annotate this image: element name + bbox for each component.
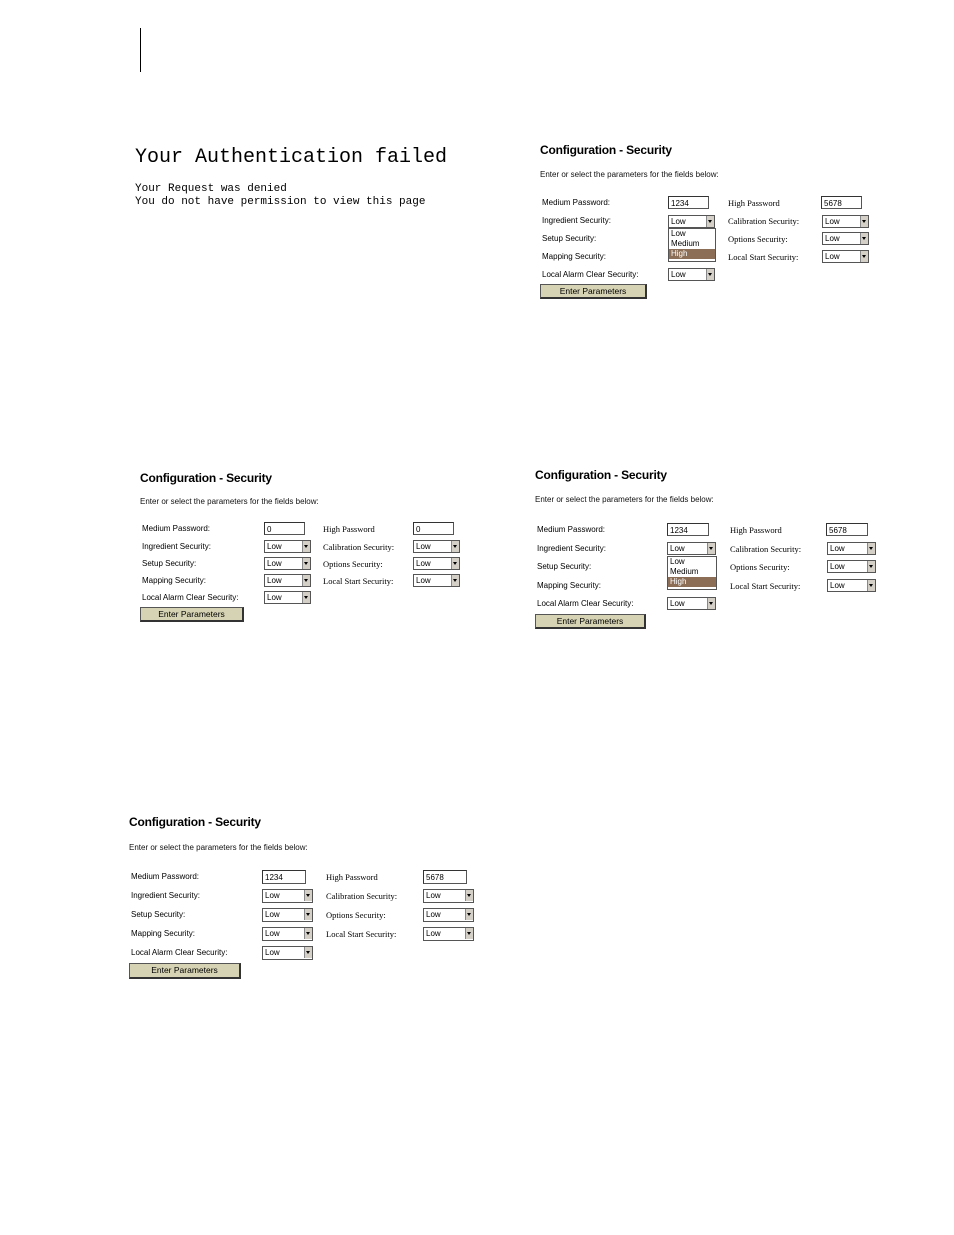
calibration-security-label: Calibration Security: <box>730 544 802 554</box>
dropdown-option-highlighted[interactable]: High <box>668 577 716 587</box>
calibration-security-select[interactable]: Low <box>423 889 474 903</box>
mapping-security-select[interactable]: Low <box>264 574 311 587</box>
medium-password-label: Medium Password: <box>537 525 606 534</box>
chevron-down-icon[interactable] <box>302 575 310 586</box>
local-alarm-clear-security-select[interactable]: Low <box>262 946 313 960</box>
chevron-down-icon[interactable] <box>451 558 459 569</box>
panel-instructions: Enter or select the parameters for the fields below: <box>535 495 714 504</box>
chevron-down-icon[interactable] <box>302 592 310 603</box>
calibration-security-select[interactable]: Low <box>413 540 460 553</box>
calibration-security-label: Calibration Security: <box>326 891 398 901</box>
local-start-security-select[interactable]: Low <box>827 579 876 592</box>
local-start-security-label: Local Start Security: <box>323 576 394 586</box>
chevron-down-icon[interactable] <box>707 543 715 554</box>
medium-password-field[interactable]: 1234 <box>667 523 709 536</box>
options-security-select[interactable]: Low <box>423 908 474 922</box>
local-alarm-clear-security-label: Local Alarm Clear Security: <box>142 593 239 602</box>
ingredient-security-dropdown-list[interactable] <box>667 556 717 590</box>
high-password-label: High Password <box>323 524 375 534</box>
enter-parameters-button[interactable]: Enter Parameters <box>535 614 646 629</box>
panel-title: Configuration - Security <box>535 468 667 482</box>
options-security-label: Options Security: <box>728 234 788 244</box>
calibration-security-label: Calibration Security: <box>323 542 395 552</box>
chevron-down-icon[interactable] <box>304 890 312 901</box>
chevron-down-icon[interactable] <box>304 928 312 939</box>
chevron-down-icon[interactable] <box>451 541 459 552</box>
medium-password-label: Medium Password: <box>142 524 211 533</box>
local-alarm-clear-security-select[interactable]: Low <box>264 591 311 604</box>
chevron-down-icon[interactable] <box>465 928 473 939</box>
setup-security-label: Setup Security: <box>542 234 597 243</box>
ingredient-security-select[interactable]: Low <box>668 215 715 228</box>
options-security-label: Options Security: <box>323 559 383 569</box>
calibration-security-select[interactable]: Low <box>822 215 869 228</box>
enter-parameters-button[interactable]: Enter Parameters <box>129 963 241 979</box>
auth-permission-line: You do not have permission to view this page <box>135 196 426 208</box>
chevron-down-icon[interactable] <box>867 580 875 591</box>
page-margin-line <box>140 28 141 72</box>
ingredient-security-select[interactable]: Low <box>667 542 716 555</box>
mapping-security-select[interactable]: Low <box>262 927 313 941</box>
calibration-security-select[interactable]: Low <box>827 542 876 555</box>
mapping-security-label: Mapping Security: <box>537 581 602 590</box>
options-security-label: Options Security: <box>326 910 386 920</box>
ingredient-security-select[interactable]: Low <box>262 889 313 903</box>
chevron-down-icon[interactable] <box>304 909 312 920</box>
ingredient-security-select[interactable]: Low <box>264 540 311 553</box>
ingredient-security-dropdown-list[interactable] <box>668 228 716 262</box>
calibration-security-label: Calibration Security: <box>728 216 800 226</box>
medium-password-label: Medium Password: <box>131 872 200 881</box>
enter-parameters-button[interactable]: Enter Parameters <box>540 284 647 299</box>
options-security-select[interactable]: Low <box>413 557 460 570</box>
panel-instructions: Enter or select the parameters for the fields below: <box>540 170 719 179</box>
ingredient-security-label: Ingredient Security: <box>542 216 611 225</box>
high-password-label: High Password <box>730 525 782 535</box>
auth-failed-title: Your Authentication failed <box>135 146 448 169</box>
local-start-security-label: Local Start Security: <box>728 252 799 262</box>
chevron-down-icon[interactable] <box>304 947 312 958</box>
local-alarm-clear-security-label: Local Alarm Clear Security: <box>542 270 639 279</box>
chevron-down-icon[interactable] <box>706 269 714 280</box>
panel-title: Configuration - Security <box>129 815 261 829</box>
high-password-field[interactable]: 5678 <box>423 870 467 884</box>
setup-security-label: Setup Security: <box>537 562 592 571</box>
chevron-down-icon[interactable] <box>451 575 459 586</box>
chevron-down-icon[interactable] <box>465 909 473 920</box>
medium-password-label: Medium Password: <box>542 198 611 207</box>
chevron-down-icon[interactable] <box>465 890 473 901</box>
high-password-field[interactable]: 0 <box>413 522 454 535</box>
chevron-down-icon[interactable] <box>867 561 875 572</box>
chevron-down-icon[interactable] <box>860 216 868 227</box>
local-alarm-clear-security-label: Local Alarm Clear Security: <box>537 599 634 608</box>
chevron-down-icon[interactable] <box>706 216 714 227</box>
setup-security-select[interactable]: Low <box>264 557 311 570</box>
dropdown-option[interactable]: Medium <box>671 239 700 248</box>
local-start-security-select[interactable]: Low <box>822 250 869 263</box>
panel-title: Configuration - Security <box>540 143 672 157</box>
local-alarm-clear-security-select[interactable]: Low <box>667 597 716 610</box>
medium-password-field[interactable]: 1234 <box>668 196 709 209</box>
enter-parameters-button[interactable]: Enter Parameters <box>140 607 244 622</box>
chevron-down-icon[interactable] <box>707 598 715 609</box>
local-alarm-clear-security-select[interactable]: Low <box>668 268 715 281</box>
panel-instructions: Enter or select the parameters for the fields below: <box>140 497 319 506</box>
ingredient-security-label: Ingredient Security: <box>537 544 606 553</box>
setup-security-label: Setup Security: <box>142 559 197 568</box>
chevron-down-icon[interactable] <box>302 558 310 569</box>
setup-security-label: Setup Security: <box>131 910 186 919</box>
ingredient-security-label: Ingredient Security: <box>142 542 211 551</box>
chevron-down-icon[interactable] <box>860 251 868 262</box>
ingredient-security-label: Ingredient Security: <box>131 891 200 900</box>
dropdown-option[interactable]: Medium <box>670 567 699 576</box>
config-security-panel <box>129 815 479 985</box>
local-start-security-select[interactable]: Low <box>413 574 460 587</box>
high-password-field[interactable]: 5678 <box>826 523 868 536</box>
local-alarm-clear-security-label: Local Alarm Clear Security: <box>131 948 228 957</box>
auth-failed-message <box>135 146 447 209</box>
auth-denied-line: Your Request was denied <box>135 183 287 195</box>
options-security-select[interactable]: Low <box>827 560 876 573</box>
local-start-security-label: Local Start Security: <box>326 929 397 939</box>
setup-security-select[interactable]: Low <box>262 908 313 922</box>
local-start-security-select[interactable]: Low <box>423 927 474 941</box>
mapping-security-label: Mapping Security: <box>131 929 196 938</box>
panel-instructions: Enter or select the parameters for the fields below: <box>129 843 308 852</box>
dropdown-option[interactable]: Low <box>670 557 685 566</box>
mapping-security-label: Mapping Security: <box>142 576 207 585</box>
medium-password-field[interactable]: 1234 <box>262 870 306 884</box>
config-security-panel <box>535 468 880 633</box>
options-security-select[interactable]: Low <box>822 232 869 245</box>
high-password-label: High Password <box>326 872 378 882</box>
medium-password-field[interactable]: 0 <box>264 522 305 535</box>
chevron-down-icon[interactable] <box>302 541 310 552</box>
config-security-panel <box>140 471 470 631</box>
chevron-down-icon[interactable] <box>867 543 875 554</box>
chevron-down-icon[interactable] <box>860 233 868 244</box>
options-security-label: Options Security: <box>730 562 790 572</box>
dropdown-option-highlighted[interactable]: High <box>669 249 715 259</box>
local-start-security-label: Local Start Security: <box>730 581 801 591</box>
config-security-panel <box>540 143 880 303</box>
mapping-security-label: Mapping Security: <box>542 252 607 261</box>
panel-title: Configuration - Security <box>140 471 272 485</box>
dropdown-option[interactable]: Low <box>671 229 686 238</box>
high-password-label: High Password <box>728 198 780 208</box>
high-password-field[interactable]: 5678 <box>821 196 862 209</box>
